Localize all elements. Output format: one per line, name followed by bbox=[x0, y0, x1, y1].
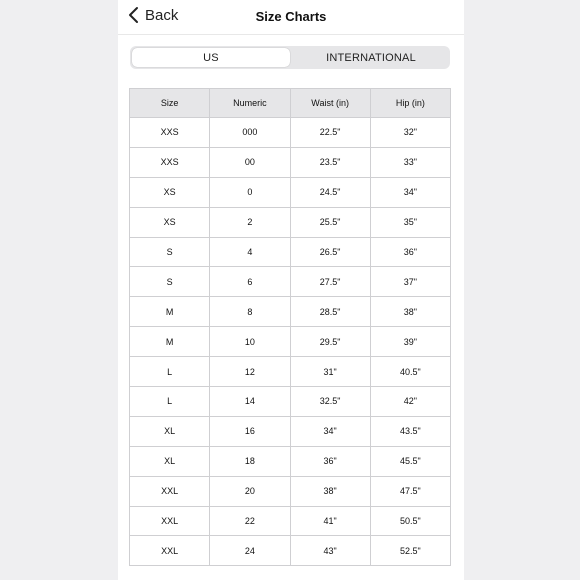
cell-waist: 38" bbox=[290, 476, 370, 506]
cell-size: L bbox=[130, 357, 210, 387]
cell-size: S bbox=[130, 237, 210, 267]
region-segmented-control bbox=[130, 46, 450, 69]
cell-numeric: 16 bbox=[210, 416, 290, 446]
cell-numeric: 4 bbox=[210, 237, 290, 267]
cell-size: XS bbox=[130, 177, 210, 207]
cell-size: XXL bbox=[130, 536, 210, 566]
table-row bbox=[130, 177, 451, 207]
cell-numeric: 8 bbox=[210, 297, 290, 327]
table-row bbox=[130, 357, 451, 387]
cell-size: XL bbox=[130, 446, 210, 476]
table-row bbox=[130, 387, 451, 417]
cell-numeric: 22 bbox=[210, 506, 290, 536]
cell-hip: 35" bbox=[370, 207, 450, 237]
cell-hip: 37" bbox=[370, 267, 450, 297]
cell-waist: 23.5" bbox=[290, 147, 370, 177]
table-row bbox=[130, 536, 451, 566]
cell-size: XXS bbox=[130, 118, 210, 148]
cell-waist: 34" bbox=[290, 416, 370, 446]
table-row bbox=[130, 416, 451, 446]
cell-hip: 34" bbox=[370, 177, 450, 207]
cell-hip: 40.5" bbox=[370, 357, 450, 387]
cell-size: XXS bbox=[130, 147, 210, 177]
cell-hip: 42" bbox=[370, 387, 450, 417]
cell-size: L bbox=[130, 387, 210, 417]
table-body bbox=[130, 118, 451, 566]
back-label: Back bbox=[145, 6, 179, 24]
table-row bbox=[130, 446, 451, 476]
cell-size: XL bbox=[130, 416, 210, 446]
cell-waist: 36" bbox=[290, 446, 370, 476]
table-row bbox=[130, 237, 451, 267]
cell-waist: 31" bbox=[290, 357, 370, 387]
cell-numeric: 00 bbox=[210, 147, 290, 177]
cell-waist: 29.5" bbox=[290, 327, 370, 357]
table-row bbox=[130, 476, 451, 506]
cell-waist: 32.5" bbox=[290, 387, 370, 417]
cell-size: XXL bbox=[130, 506, 210, 536]
nav-bar bbox=[118, 0, 464, 35]
table-row bbox=[130, 118, 451, 148]
table-row bbox=[130, 267, 451, 297]
cell-waist: 24.5" bbox=[290, 177, 370, 207]
cell-numeric: 24 bbox=[210, 536, 290, 566]
cell-waist: 22.5" bbox=[290, 118, 370, 148]
column-header-numeric: Numeric bbox=[210, 89, 290, 118]
page-title: Size Charts bbox=[255, 9, 327, 24]
column-header-hip: Hip (in) bbox=[370, 89, 450, 118]
table-row bbox=[130, 327, 451, 357]
cell-numeric: 0 bbox=[210, 177, 290, 207]
cell-waist: 26.5" bbox=[290, 237, 370, 267]
cell-hip: 33" bbox=[370, 147, 450, 177]
cell-hip: 43.5" bbox=[370, 416, 450, 446]
table-row bbox=[130, 297, 451, 327]
table-row bbox=[130, 207, 451, 237]
size-chart-table bbox=[129, 88, 451, 566]
cell-hip: 36" bbox=[370, 237, 450, 267]
tab-us[interactable]: US bbox=[132, 48, 290, 67]
cell-size: XXL bbox=[130, 476, 210, 506]
cell-hip: 52.5" bbox=[370, 536, 450, 566]
size-charts-screen bbox=[118, 0, 464, 580]
cell-hip: 38" bbox=[370, 297, 450, 327]
column-header-size: Size bbox=[130, 89, 210, 118]
cell-numeric: 6 bbox=[210, 267, 290, 297]
cell-hip: 47.5" bbox=[370, 476, 450, 506]
cell-numeric: 18 bbox=[210, 446, 290, 476]
cell-size: XS bbox=[130, 207, 210, 237]
cell-size: S bbox=[130, 267, 210, 297]
cell-waist: 43" bbox=[290, 536, 370, 566]
cell-waist: 41" bbox=[290, 506, 370, 536]
tab-international[interactable]: INTERNATIONAL bbox=[326, 51, 416, 64]
column-header-waist: Waist (in) bbox=[290, 89, 370, 118]
cell-hip: 39" bbox=[370, 327, 450, 357]
cell-size: M bbox=[130, 297, 210, 327]
cell-numeric: 2 bbox=[210, 207, 290, 237]
cell-numeric: 14 bbox=[210, 387, 290, 417]
cell-hip: 50.5" bbox=[370, 506, 450, 536]
cell-numeric: 12 bbox=[210, 357, 290, 387]
cell-hip: 45.5" bbox=[370, 446, 450, 476]
cell-hip: 32" bbox=[370, 118, 450, 148]
table-row bbox=[130, 506, 451, 536]
cell-waist: 28.5" bbox=[290, 297, 370, 327]
cell-numeric: 20 bbox=[210, 476, 290, 506]
table-header-row bbox=[130, 89, 451, 118]
cell-waist: 25.5" bbox=[290, 207, 370, 237]
table-row bbox=[130, 147, 451, 177]
cell-size: M bbox=[130, 327, 210, 357]
cell-waist: 27.5" bbox=[290, 267, 370, 297]
cell-numeric: 000 bbox=[210, 118, 290, 148]
cell-numeric: 10 bbox=[210, 327, 290, 357]
